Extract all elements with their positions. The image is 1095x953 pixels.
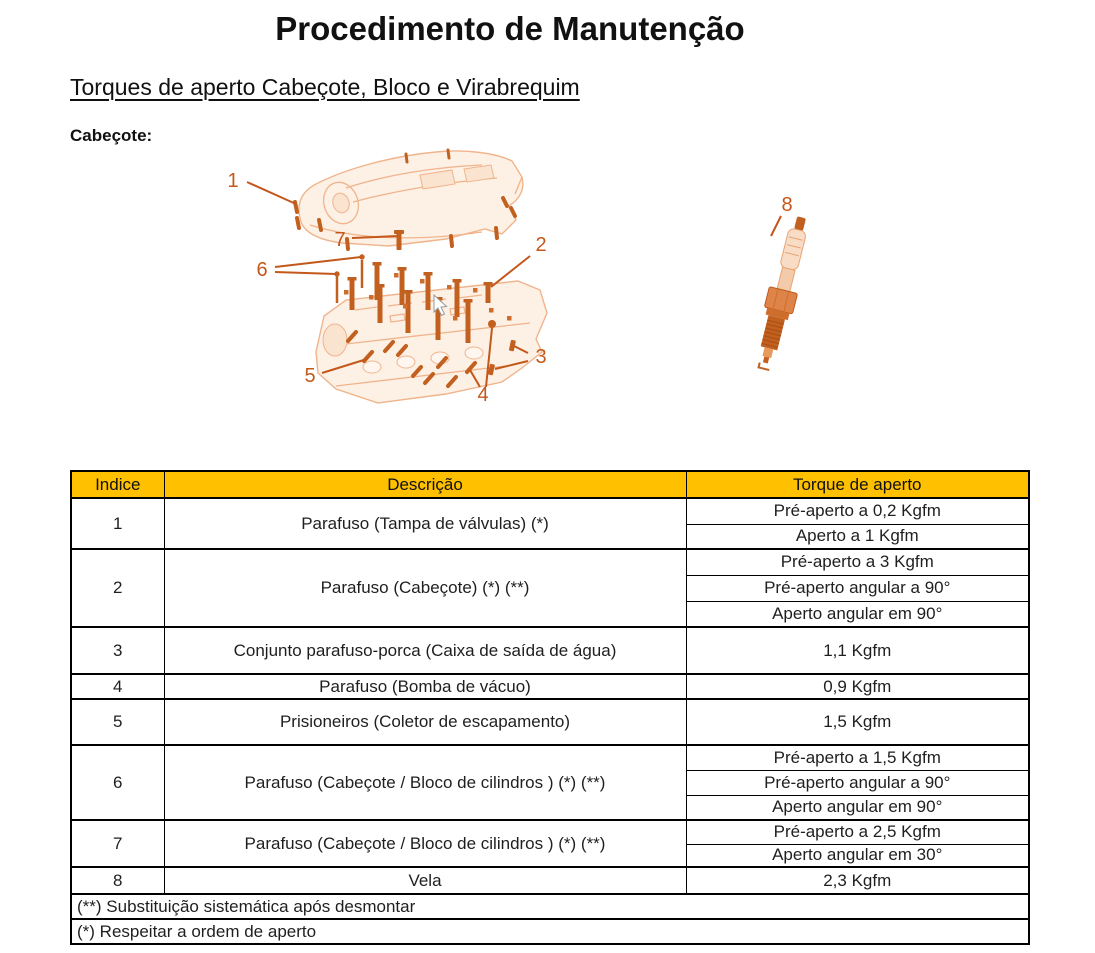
figure-callout-5: 5 (304, 365, 316, 387)
table-row (71, 699, 1029, 745)
table-row (71, 549, 1029, 575)
valve-cover-illustration (299, 151, 523, 246)
footnote-row (71, 919, 1029, 944)
table-row (71, 627, 1029, 674)
table-row (71, 820, 1029, 844)
torque-cell: 1,5 Kgfm (686, 699, 1029, 745)
torque-cell: Aperto a 1 Kgfm (686, 524, 1029, 549)
description-cell: Parafuso (Bomba de vácuo) (164, 674, 686, 699)
footnote-cell: (*) Respeitar a ordem de aperto (71, 919, 1029, 944)
figure-callout-2: 2 (535, 234, 547, 256)
torque-cell: 1,1 Kgfm (686, 627, 1029, 674)
torque-cell: Aperto angular em 90° (686, 795, 1029, 820)
figure-callout-4: 4 (477, 384, 489, 406)
section-label: Cabeçote: (70, 126, 153, 145)
index-cell: 4 (71, 674, 164, 699)
index-cell: 7 (71, 820, 164, 867)
torque-cell: 0,9 Kgfm (686, 674, 1029, 699)
description-cell: Prisioneiros (Coletor de escapamento) (164, 699, 686, 745)
torque-cell: Aperto angular em 30° (686, 844, 1029, 867)
description-cell: Parafuso (Cabeçote) (*) (**) (164, 549, 686, 627)
header-descricao: Descrição (164, 471, 686, 498)
header-indice: Indice (71, 471, 164, 498)
torque-cell: Pré-aperto a 2,5 Kgfm (686, 820, 1029, 844)
index-cell: 1 (71, 498, 164, 549)
spark-plug-illustration (750, 214, 816, 372)
description-cell: Parafuso (Cabeçote / Bloco de cilindros ) (*) (**) (164, 745, 686, 820)
description-cell: Vela (164, 867, 686, 894)
torque-table (70, 470, 1030, 945)
index-cell: 2 (71, 549, 164, 627)
footnote-cell: (**) Substituição sistemática após desmontar (71, 894, 1029, 919)
torque-cell: Pré-aperto angular a 90° (686, 770, 1029, 795)
table-row (71, 498, 1029, 524)
table-header-row (71, 471, 1029, 498)
index-cell: 5 (71, 699, 164, 745)
torque-cell: Pré-aperto a 3 Kgfm (686, 549, 1029, 575)
figure-callout-3: 3 (535, 346, 547, 368)
index-cell: 3 (71, 627, 164, 674)
page-title: Procedimento de Manutenção (275, 10, 745, 47)
footnote-row (71, 894, 1029, 919)
index-cell: 6 (71, 745, 164, 820)
table-row (71, 867, 1029, 894)
header-torque: Torque de aperto (686, 471, 1029, 498)
description-cell: Parafuso (Cabeçote / Bloco de cilindros ) (*) (**) (164, 820, 686, 867)
figure-callout-8: 8 (781, 194, 793, 216)
figure-callout-1: 1 (227, 170, 239, 192)
torque-cell: 2,3 Kgfm (686, 867, 1029, 894)
page-subtitle: Torques de aperto Cabeçote, Bloco e Virabrequim (70, 74, 580, 100)
description-cell: Parafuso (Tampa de válvulas) (*) (164, 498, 686, 549)
table-row (71, 674, 1029, 699)
figure-callout-6: 6 (256, 259, 268, 281)
engine-exploded-figure (150, 140, 890, 440)
torque-cell: Pré-aperto angular a 90° (686, 575, 1029, 601)
torque-cell: Pré-aperto a 1,5 Kgfm (686, 745, 1029, 770)
table-row (71, 745, 1029, 770)
description-cell: Conjunto parafuso-porca (Caixa de saída de água) (164, 627, 686, 674)
torque-cell: Aperto angular em 90° (686, 601, 1029, 627)
figure-callout-7: 7 (334, 229, 346, 251)
torque-cell: Pré-aperto a 0,2 Kgfm (686, 498, 1029, 524)
index-cell: 8 (71, 867, 164, 894)
